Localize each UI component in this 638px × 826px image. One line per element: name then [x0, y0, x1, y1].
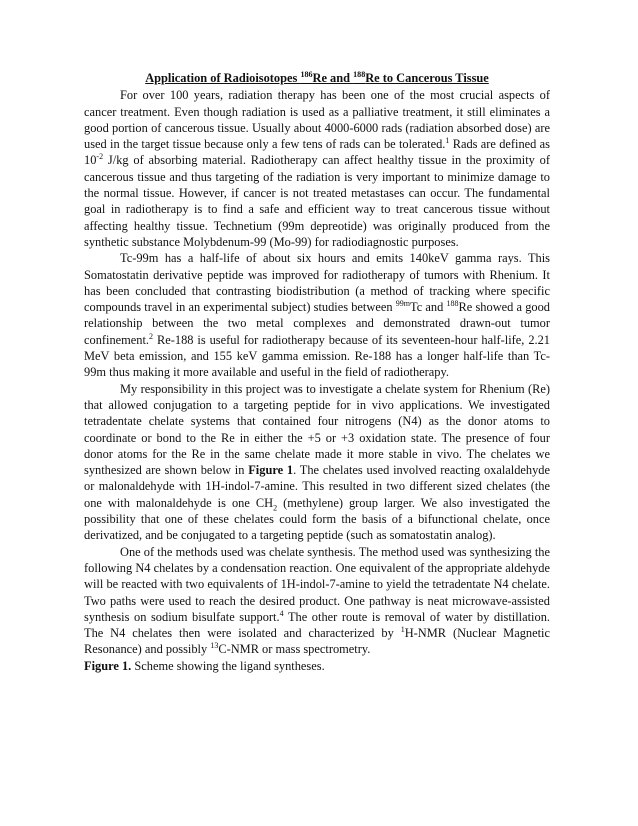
title-text: Application of Radioisotopes [145, 71, 301, 85]
paragraph-text: Re-188 is useful for radiotherapy because of its seventeen-hour half-life, 2.21 MeV beta emission, and 155 keV gamma emission. Re-188 has a longer half-life than Tc-99m thus making it more available and useful in the field of radiotherapy. [84, 332, 550, 380]
paragraph-text: H-NMR (Nuclear Magnetic Resonance) and possibly [84, 626, 550, 657]
exponent-superscript: -2 [96, 152, 104, 162]
citation-superscript: 4 [279, 608, 284, 618]
paragraph-text: . The chelates used involved reacting oxalaldehyde or malonaldehyde with 1H-indol-7-amine. This resulted in two different sized chelates (the one with malonaldehyde is one CH [84, 463, 550, 510]
paragraph-text: For over 100 years, radiation therapy has been one of the most crucial aspects of cancer treatment. Even though radiation is used as a palliative treatment, it still eliminates a good portion of cancerous tissue. Usually about 4000-6000 rads (radiation absorbed dose) are used in the target tissue because only a few tens of rads can be tolerated. [84, 88, 550, 152]
paragraph-3 [84, 381, 550, 544]
paragraph-text: The other route is removal of water by distillation. The N4 chelates then were isolated and characterized by [84, 609, 550, 641]
paragraph-2 [84, 250, 550, 380]
paragraph-4 [84, 544, 550, 658]
isotope-superscript: 99m [395, 299, 411, 309]
paragraph-text: Tc-99m has a half-life of about six hours and emits 140keV gamma rays. This Somatostatin derivative peptide was improved for radiotherapy of tumors with Rhenium. It has been concluded that contrasting biodistribution (a method of tracking where specific compounds travel in an experimental subject) studies between [84, 251, 550, 315]
paragraph-1 [84, 87, 550, 250]
isotope-superscript: 13 [210, 641, 219, 651]
citation-superscript: 1 [445, 136, 450, 146]
isotope-superscript: 1 [400, 624, 405, 634]
figure-caption [84, 658, 550, 674]
paragraph-text: My responsibility in this project was to investigate a chelate system for Rhenium (Re) that allowed conjugation to a targeting peptide for in vivo applications. We investigated tetradentate chelate systems that contained four nitrogens (N4) as the donor atoms to coordinate or bond to the Re in either the +5 or +3 oxidation state. The presence of four donor atoms for the Re in the same chelate made it more stable in vivo. The chelates we synthesized are shown below in [84, 381, 550, 478]
title-text: Re to Cancerous Tissue [365, 71, 489, 85]
title-superscript: 186 [300, 69, 313, 79]
title-superscript: 188 [353, 69, 366, 79]
citation-superscript: 2 [149, 331, 154, 341]
figure-reference: Figure 1 [248, 463, 294, 478]
paragraph-text: Rads are defined as 10 [84, 137, 550, 168]
chemical-subscript: 2 [273, 503, 278, 513]
paragraph-text: C-NMR or mass spectrometry. [218, 642, 371, 657]
paragraph-text: (methylene) group larger. We also investigated the possibility that one of these chelates could form the basis of a bifunctional chelate, once derivatized, and be conjugated to a targeting peptide (such as somatostatin analog). [84, 495, 550, 543]
paragraph-text: Tc and [410, 300, 447, 315]
isotope-superscript: 188 [446, 299, 459, 309]
document-title [84, 70, 550, 86]
paragraph-text: One of the methods used was chelate synthesis. The method used was synthesizing the following N4 chelates by a condensation reaction. One equivalent of the appropriate aldehyde will be reacted with two equivalents of 1H-indol-7-amine to yield the tetradentate N4 chelate. Two paths were used to reach the desired product. One pathway is neat microwave-assisted synthesis on sodium bisulfate support. [84, 544, 550, 624]
figure-caption-text: Scheme showing the ligand syntheses. [131, 658, 325, 673]
paragraph-text: Re showed a good relationship between the two metal complexes and demonstrated drawn-out tumor confinement. [84, 300, 550, 347]
title-text: Re and [312, 71, 354, 85]
figure-caption-label: Figure 1. [84, 658, 132, 673]
paragraph-text: J/kg of absorbing material. Radiotherapy can affect healthy tissue in the proximity of cancerous tissue and thus targeting of the radiation is very important to minimize damage to the normal tissue. However, if cancer is not treated metastases can occur. The fundamental goal in radiotherapy is to find a safe and efficient way to treat cancerous tissue without affecting healthy tissue. Technetium (99m depreotide) was originally produced from the synthetic substance Molybdenum-99 (Mo-99) for radiodiagnostic purposes. [84, 153, 550, 249]
document-body [84, 70, 550, 674]
